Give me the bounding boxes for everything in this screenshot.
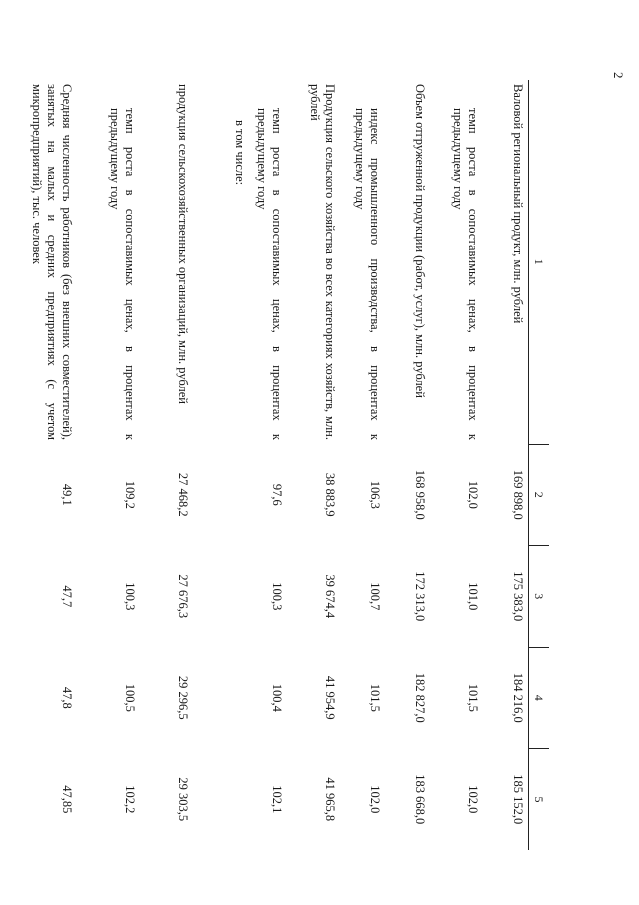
row-label: Продукция сельского хозяйства во всех категориях хозяйств, млн. рублей: [308, 84, 337, 440]
cell-value: 29 296,5: [176, 675, 190, 720]
cell-value: 175 383,0: [511, 571, 525, 622]
row-label: Средняя численность работников (без внешних совместителей), занятых на малых и средних предприятиях (с учетом микропредприятий), тыс. человек: [30, 84, 74, 440]
table-row: [483, 80, 529, 850]
cell-value: 47,85: [60, 785, 74, 814]
cell-value: 101,0: [466, 582, 480, 611]
column-header: 1: [529, 80, 550, 444]
cell-value: 47,7: [60, 585, 74, 608]
row-label: темп роста в сопоставимых ценах, в процентах к предыдущему году: [451, 108, 480, 440]
row-label: Валовой региональный продукт, млн. рублей: [511, 84, 525, 324]
row-label: темп роста в сопоставимых ценах, в процентах к предыдущему году: [255, 108, 284, 440]
cell-value: 102,2: [123, 785, 137, 814]
cell-value: 102,0: [368, 785, 382, 814]
cell-value: 47,8: [60, 686, 74, 709]
cell-value: 100,3: [123, 582, 137, 611]
table-row: [287, 80, 340, 850]
table-row: [24, 80, 77, 850]
cell-value: 172 313,0: [413, 571, 427, 622]
row-label: Объем отгруженной продукции (работ, услуг), млн. рублей: [413, 84, 427, 398]
cell-value: [193, 749, 250, 851]
cell-value: 41 965,8: [323, 777, 337, 822]
cell-value: 101,5: [466, 683, 480, 712]
cell-value: [193, 546, 250, 648]
column-header: 2: [529, 444, 550, 546]
row-label: темп роста в сопоставимых ценах, в процентах к предыдущему году: [108, 108, 137, 440]
cell-value: 97,6: [270, 483, 284, 506]
table-row: [140, 80, 193, 850]
table-row: [77, 80, 140, 850]
rotated-table-container: [24, 80, 549, 850]
table-row: [430, 80, 483, 850]
indicators-table: [24, 80, 549, 850]
cell-value: 102,0: [466, 480, 480, 509]
cell-value: 41 954,9: [323, 675, 337, 720]
cell-value: 185 152,0: [511, 774, 525, 825]
table-header-row: [529, 80, 550, 850]
row-label: продукция сельскохозяйственных организаций, млн. рублей: [176, 84, 190, 404]
column-header: 5: [529, 749, 550, 851]
cell-value: 100,5: [123, 683, 137, 712]
cell-value: 29 303,5: [176, 777, 190, 822]
table-row: [250, 80, 287, 850]
row-label: индекс промышленного производства, в процентах к предыдущему году: [353, 108, 382, 440]
cell-value: 39 674,4: [323, 574, 337, 619]
column-header: 3: [529, 546, 550, 648]
cell-value: 102,0: [466, 785, 480, 814]
cell-value: 184 216,0: [511, 672, 525, 723]
cell-value: 27 676,3: [176, 574, 190, 619]
cell-value: 27 468,2: [176, 472, 190, 517]
table-row: [193, 80, 250, 850]
cell-value: 38 883,9: [323, 472, 337, 517]
column-header: 4: [529, 647, 550, 749]
cell-value: 169 898,0: [511, 469, 525, 520]
cell-value: 182 827,0: [413, 672, 427, 723]
table-row: [385, 80, 430, 850]
cell-value: 101,5: [368, 683, 382, 712]
table-row: [340, 80, 385, 850]
cell-value: 49,1: [60, 483, 74, 506]
cell-value: 109,2: [123, 480, 137, 509]
cell-value: [193, 444, 250, 546]
row-label: в том числе:: [233, 120, 247, 186]
cell-value: [193, 647, 250, 749]
page-number: 2: [611, 72, 626, 79]
cell-value: 183 668,0: [413, 774, 427, 825]
cell-value: 168 958,0: [413, 469, 427, 520]
cell-value: 100,3: [270, 582, 284, 611]
cell-value: 100,7: [368, 582, 382, 611]
cell-value: 106,3: [368, 480, 382, 509]
cell-value: 102,1: [270, 785, 284, 814]
cell-value: 100,4: [270, 683, 284, 712]
